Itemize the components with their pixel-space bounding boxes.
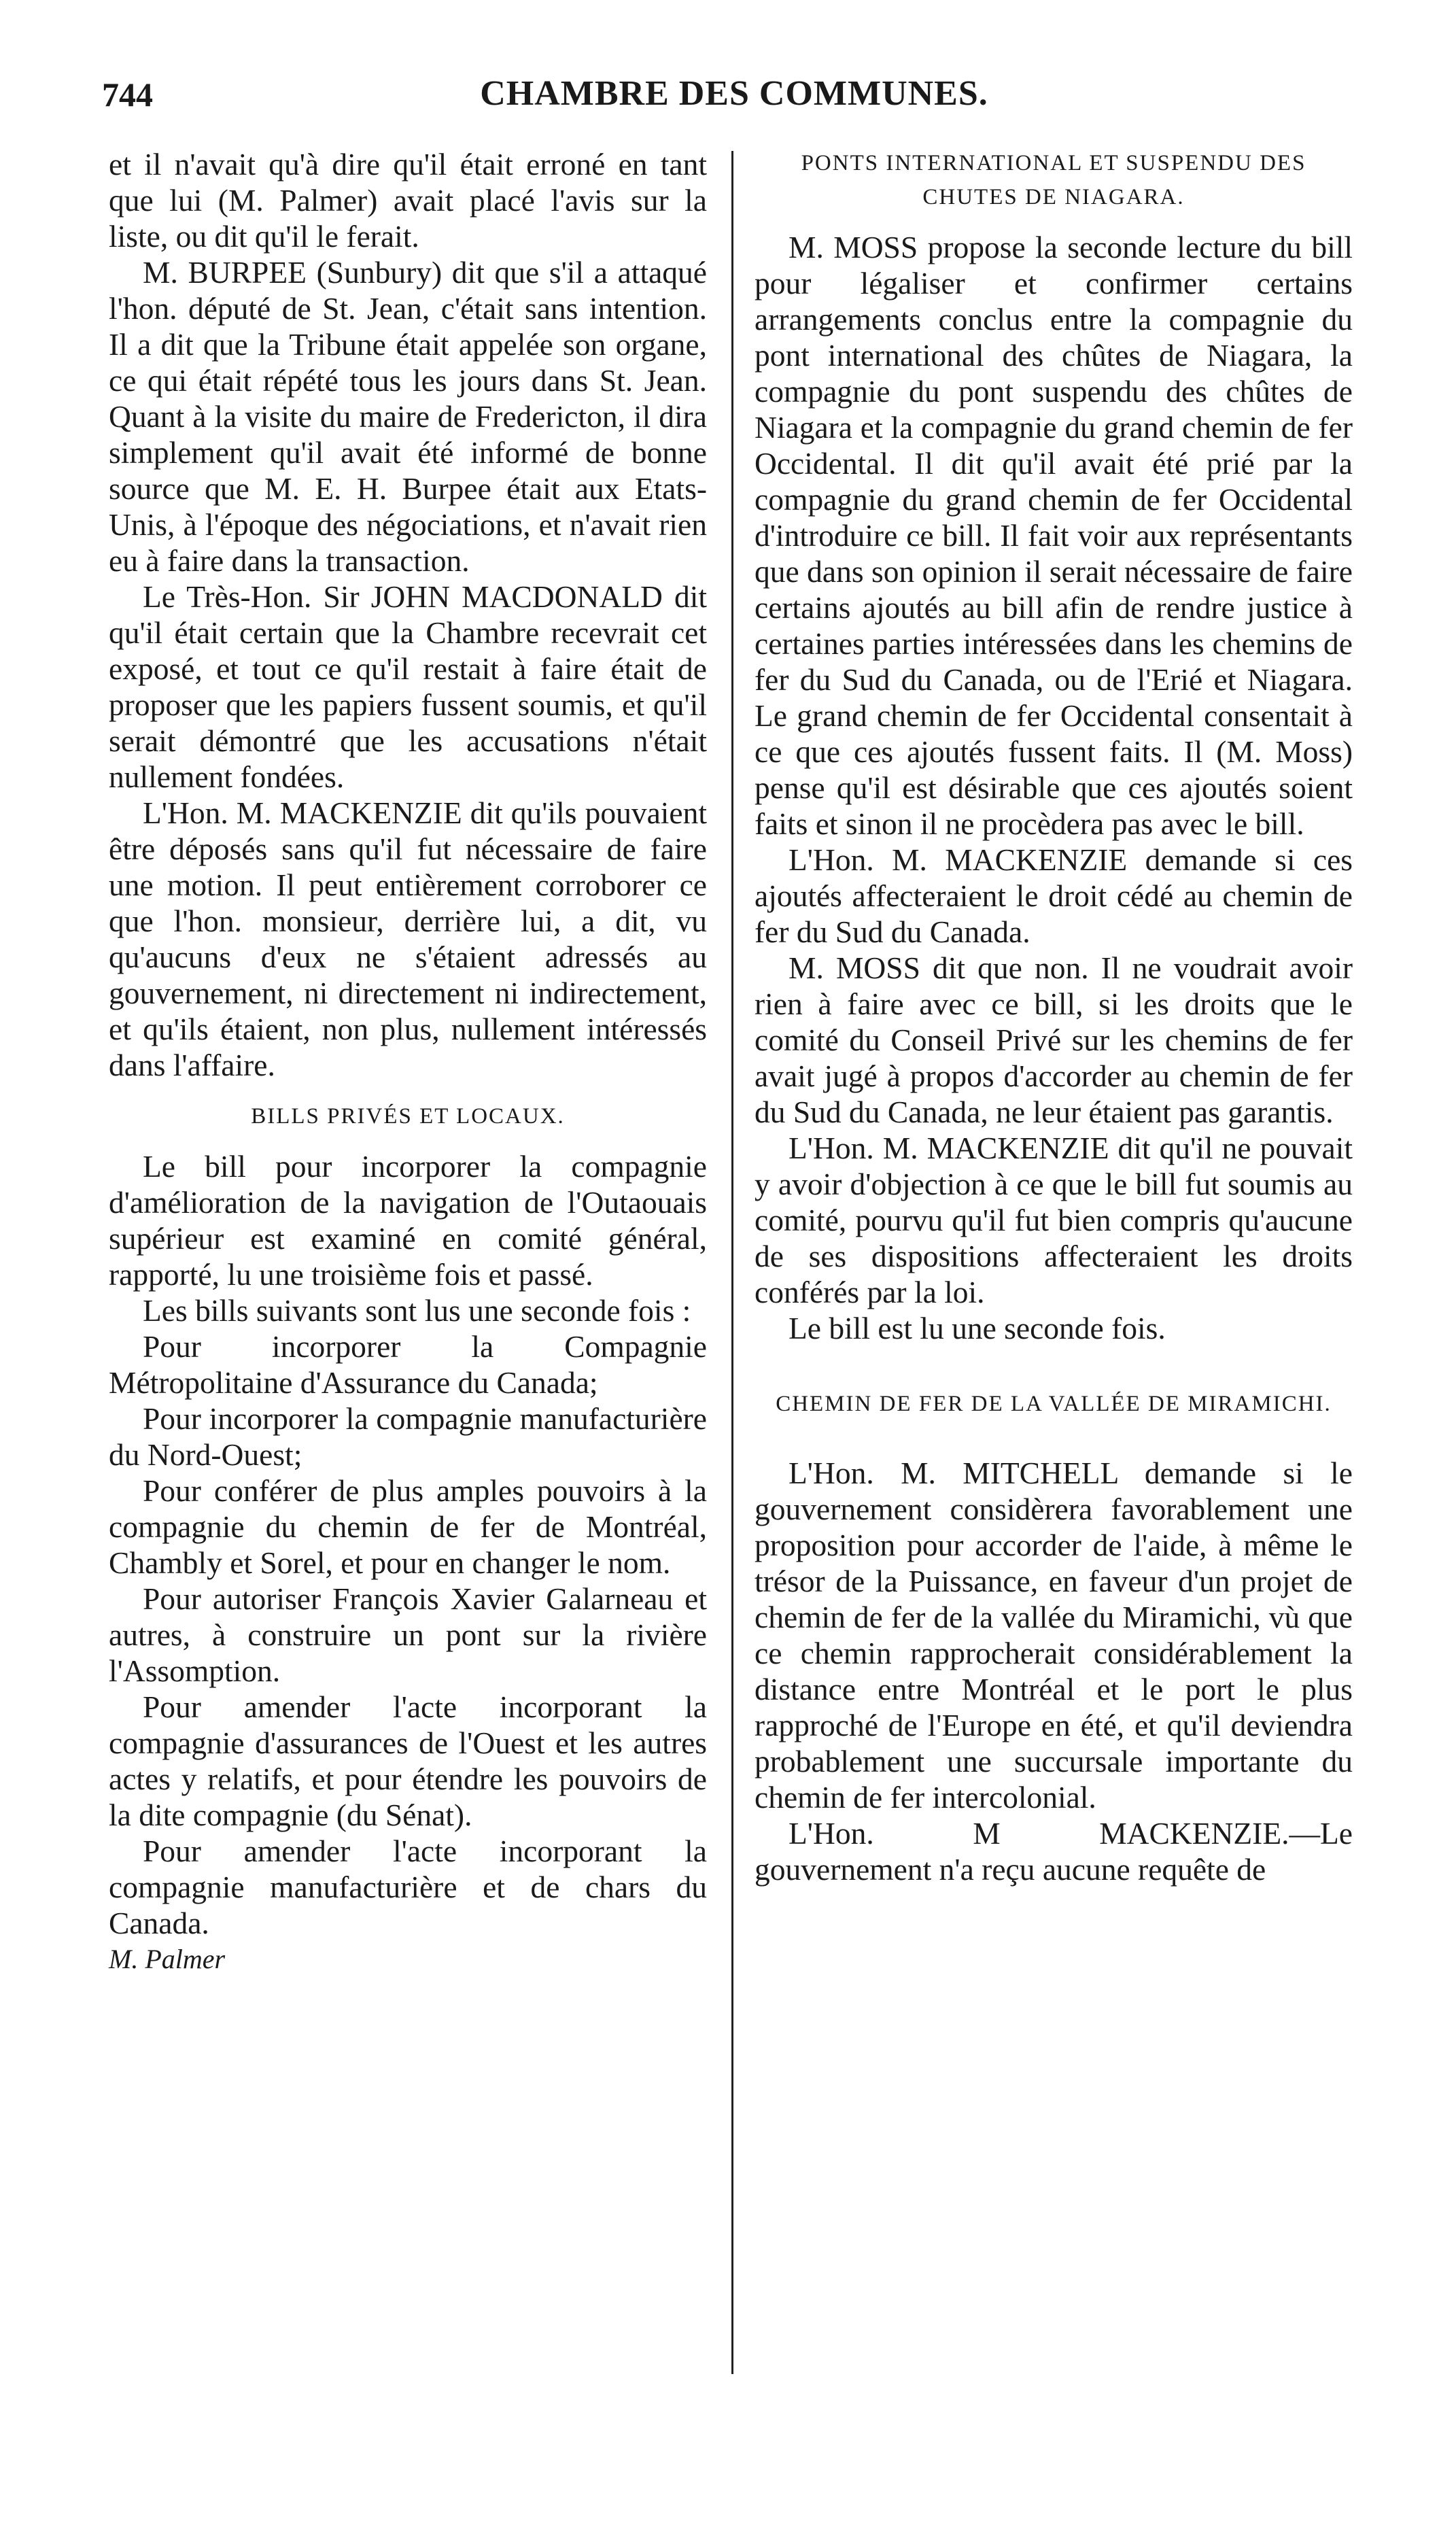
paragraph: Le Très-Hon. Sir JOHN MACDONALD dit qu'il était certain que la Chambre recevrait cet exposé, et tout ce qu'il restait à faire était de proposer que les papiers fussent soumis, et qu'il serait démontré que les accusations n'était nullement fondées.	[109, 579, 707, 794]
paragraph: M. MOSS dit que non. Il ne voudrait avoir rien à faire avec ce bill, si les droits que le comité du Conseil Privé sur les chemins de fer avait jugé à propos d'accorder au chemin de fer du Sud du Canada, ne leur étaient pas garantis.	[755, 950, 1353, 1129]
paragraph: et il n'avait qu'à dire qu'il était erroné en tant que lui (M. Palmer) avait placé l'avis sur la liste, ou dit qu'il le ferait.	[109, 147, 707, 254]
paragraph: Le bill est lu une seconde fois.	[788, 1311, 1166, 1345]
list-item: Pour amender l'acte incorporant la compagnie manufacturière et de chars du Canada.	[109, 1834, 707, 1940]
page-header	[102, 68, 1366, 129]
column-divider	[731, 151, 733, 2374]
list-item: Pour amender l'acte incorporant la compagnie d'assurances de l'Ouest et les autres actes y relatifs, et pour étendre les pouvoirs de la dite compagnie (du Sénat).	[109, 1689, 707, 1832]
paragraph: M. MOSS propose la seconde lecture du bill pour légaliser et confirmer certains arrangements conclus entre la compagnie du pont international des chûtes de Niagara, la compagnie du pont suspendu des chûtes de Niagara et la compagnie du grand chemin de fer Occidental. Il dit qu'il avait été prié par la compagnie du grand chemin de fer Occidental d'introduire ce bill. Il fait voir aux représentants que dans son opinion il serait nécessaire de faire certains ajoutés au bill afin de rendre justice à certaines parties intéressées dans les chemins de fer du Sud du Canada, ou de l'Erié et Niagara. Le grand chemin de fer Occidental consentait à ce que ces ajoutés fussent faits. Il (M. Moss) pense qu'il est désirable que ces ajoutés soient faits et sinon il ne procèdera pas avec le bill.	[755, 230, 1353, 841]
paragraph: Les bills suivants sont lus une seconde fois :	[143, 1293, 691, 1328]
section-heading: BILLS PRIVÉS ET LOCAUX.	[251, 1104, 565, 1129]
paragraph: L'Hon. M MACKENZIE.—Le gouvernement n'a reçu aucune requête de	[755, 1816, 1353, 1887]
paragraph: L'Hon. M. MITCHELL demande si le gouvernement considèrera favorablement une proposition pour accorder de l'aide, à même le trésor de la Puissance, en faveur d'un projet de chemin de fer de la vallée du Miramichi, vù que ce chemin rapprocherait considérablement la distance entre Montréal et le port le plus rapproché de l'Europe en été, et qu'il deviendra probablement une succursale importante du chemin de fer intercolonial.	[755, 1456, 1353, 1815]
paragraph: M. BURPEE (Sunbury) dit que s'il a attaqué l'hon. député de St. Jean, c'était sans intention. Il a dit que la Tribune était appelée son organe, ce qui était répété tous les jours dans St. Jean. Quant à la visite du maire de Fredericton, il dira simplement qu'il avait été informé de bonne source que M. E. H. Burpee était aux Etats-Unis, à l'époque des négociations, et n'avait rien eu à faire dans la transaction.	[109, 255, 707, 578]
list-item: Pour autoriser François Xavier Galarneau et autres, à construire un pont sur la rivière l'Assomption.	[109, 1581, 707, 1688]
left-column	[109, 146, 707, 1977]
right-column	[755, 146, 1353, 1887]
signature: M. Palmer	[109, 1944, 226, 1974]
section-heading: PONTS INTERNATIONAL ET SUSPENDU DES CHUTES DE NIAGARA.	[801, 151, 1306, 209]
paragraph: L'Hon. M. MACKENZIE demande si ces ajoutés affecteraient le droit cédé au chemin de fer du Sud du Canada.	[755, 842, 1353, 949]
list-item: Pour conférer de plus amples pouvoirs à la compagnie du chemin de fer de Montréal, Chambly et Sorel, et pour en changer le nom.	[109, 1473, 707, 1580]
paragraph: Le bill pour incorporer la compagnie d'amélioration de la navigation de l'Outaouais supérieur est examiné en comité général, rapporté, lu une troisième fois et passé.	[109, 1149, 707, 1292]
page-number: 744	[102, 75, 153, 114]
list-item: Pour incorporer la Compagnie Métropolitaine d'Assurance du Canada;	[109, 1329, 707, 1400]
list-item: Pour incorporer la compagnie manufacturière du Nord-Ouest;	[109, 1401, 707, 1472]
section-heading: CHEMIN DE FER DE LA VALLÉE DE MIRAMICHI.	[776, 1392, 1332, 1416]
paragraph: L'Hon. M. MACKENZIE dit qu'ils pouvaient être déposés sans qu'il fut nécessaire de faire une motion. Il peut entièrement corroborer ce que l'hon. monsieur, derrière lui, a dit, vu qu'aucuns d'eux ne s'étaient adressés au gouvernement, ni directement ni indirectement, et qu'ils étaient, non plus, nullement intéressés dans l'affaire.	[109, 795, 707, 1082]
paragraph: L'Hon. M. MACKENZIE dit qu'il ne pouvait y avoir d'objection à ce que le bill fut soumis au comité, pourvu qu'il fut bien compris qu'aucune de ses dispositions affecteraient les droits conférés par la loi.	[755, 1131, 1353, 1309]
running-title: CHAMBRE DES COMMUNES.	[480, 74, 988, 113]
